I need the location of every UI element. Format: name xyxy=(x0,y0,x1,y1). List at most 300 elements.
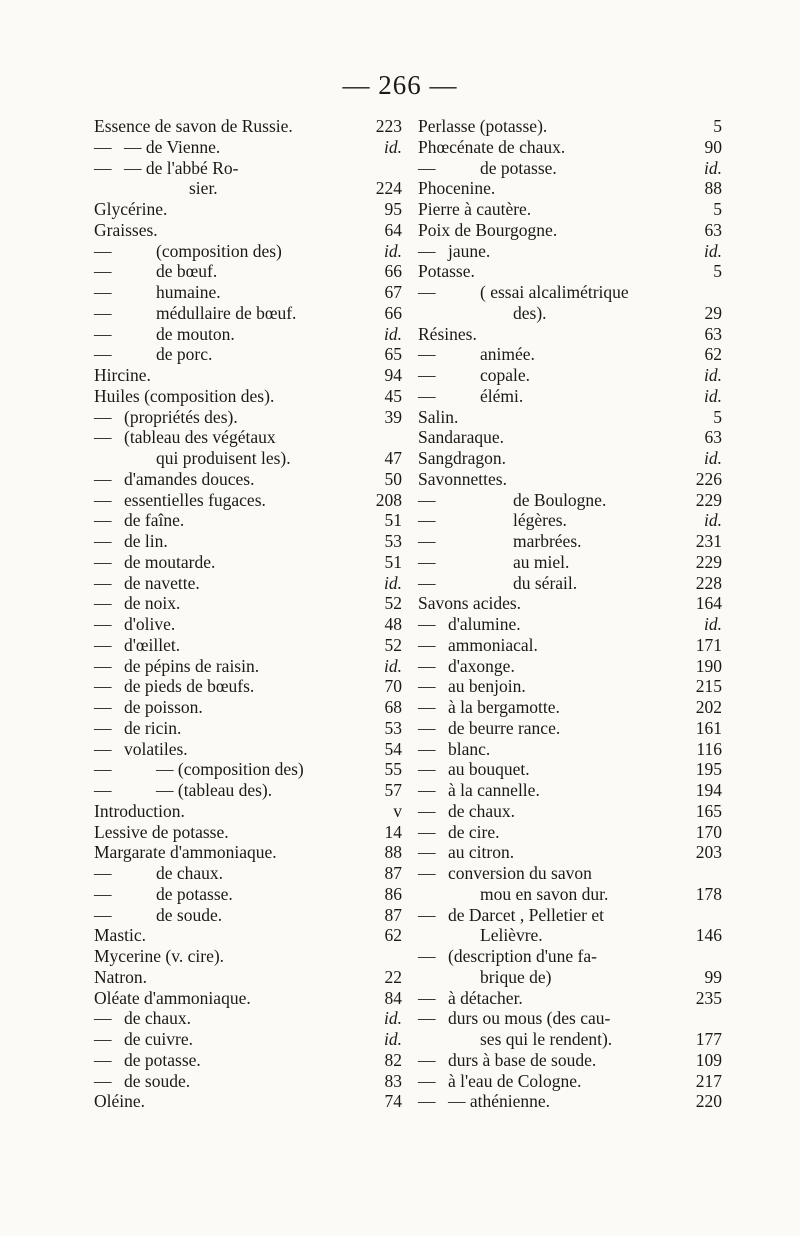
entry-term: de pieds de bœufs. xyxy=(124,676,255,697)
index-entry xyxy=(418,386,722,407)
page-reference: id. xyxy=(704,365,722,385)
index-entry xyxy=(418,842,722,863)
index-entry xyxy=(418,988,722,1009)
ditto-dash: — xyxy=(94,551,112,572)
ditto-dash: — xyxy=(418,904,436,925)
page-reference: id. xyxy=(384,136,402,157)
index-entry xyxy=(94,303,402,324)
entry-term: animée. xyxy=(480,344,535,365)
entry-term: Savonnettes. xyxy=(418,468,507,489)
ditto-dash: — xyxy=(418,738,436,759)
index-entry xyxy=(94,1029,402,1050)
ditto-dash: — xyxy=(94,883,112,904)
index-entry xyxy=(94,469,402,490)
ditto-dash: — xyxy=(418,863,436,883)
index-entry xyxy=(418,1071,722,1092)
entry-term: Graisses. xyxy=(94,219,158,240)
page-reference: 146 xyxy=(695,925,722,946)
page-reference: 90 xyxy=(704,136,722,157)
index-entry xyxy=(94,905,402,926)
entry-term: de faîne. xyxy=(124,510,185,531)
ditto-dash: — xyxy=(94,1029,112,1049)
ditto-dash: — xyxy=(94,489,112,510)
ditto-dash: — xyxy=(418,385,436,406)
index-entry xyxy=(94,199,402,220)
ditto-dash: — xyxy=(94,904,112,925)
ditto-dash: — xyxy=(418,759,436,780)
entry-term: ses qui le rendent). xyxy=(480,1029,613,1049)
entry-term: Glycérine. xyxy=(94,199,168,219)
entry-term: Natron. xyxy=(94,966,147,987)
index-entry xyxy=(94,344,402,365)
page-number: — 266 — xyxy=(342,70,458,100)
index-entry xyxy=(94,490,402,511)
page-reference: 190 xyxy=(695,655,722,676)
entry-term: qui produisent les). xyxy=(156,448,291,468)
ditto-dash: — xyxy=(418,1049,436,1070)
entry-term: essentielles fugaces. xyxy=(124,489,266,510)
page-reference: 39 xyxy=(384,406,402,427)
page-reference: 57 xyxy=(384,780,402,800)
entry-term: Hircine. xyxy=(94,365,151,385)
page-reference: 170 xyxy=(695,821,722,842)
entry-term: — de l'abbé Ro- xyxy=(124,157,239,178)
page-reference: 165 xyxy=(695,800,722,821)
entry-term: (composition des) xyxy=(156,240,282,261)
page-reference: 82 xyxy=(384,1049,402,1070)
index-column-right xyxy=(418,116,722,1112)
index-entry xyxy=(418,178,722,199)
entry-term: blanc. xyxy=(448,738,491,759)
entry-term: de porc. xyxy=(156,344,213,365)
entry-term: Savons acides. xyxy=(418,593,522,614)
index-entry xyxy=(94,676,402,697)
index-entry xyxy=(94,1050,402,1071)
ditto-dash: — xyxy=(94,780,112,800)
page-reference: 50 xyxy=(384,468,402,489)
entry-term: Résines. xyxy=(418,323,477,344)
entry-term: légères. xyxy=(513,510,567,531)
page-reference: 177 xyxy=(695,1029,722,1049)
index-entry xyxy=(94,158,402,179)
index-entry xyxy=(94,718,402,739)
page-reference: 178 xyxy=(695,883,722,904)
index-entry xyxy=(418,427,722,448)
entry-term: de chaux. xyxy=(448,800,516,821)
entry-term: de potasse. xyxy=(156,883,233,904)
index-entry xyxy=(418,282,722,303)
entry-term: d'œillet. xyxy=(124,634,181,655)
index-entry xyxy=(94,697,402,718)
page-reference: 228 xyxy=(695,572,722,593)
page-reference: 86 xyxy=(384,883,402,904)
index-entry xyxy=(94,1008,402,1029)
entry-term: ammoniacal. xyxy=(448,634,538,655)
entry-term: — (tableau des). xyxy=(156,780,273,800)
entry-term: élémi. xyxy=(480,385,524,406)
index-entry xyxy=(418,967,722,988)
ditto-dash: — xyxy=(418,614,436,634)
ditto-dash: — xyxy=(94,759,112,780)
index-entry xyxy=(418,925,722,946)
entry-term: — (composition des) xyxy=(156,759,304,780)
page-reference: id. xyxy=(384,323,402,344)
ditto-dash: — xyxy=(418,1070,436,1091)
entry-term: d'axonge. xyxy=(448,655,515,676)
page-reference: 99 xyxy=(704,966,722,987)
page-reference: 84 xyxy=(384,987,402,1008)
page-reference: 68 xyxy=(384,697,402,717)
index-entry xyxy=(94,427,402,448)
page-reference: 88 xyxy=(384,842,402,863)
ditto-dash: — xyxy=(418,1091,436,1112)
ditto-dash: — xyxy=(94,531,112,551)
entry-term: jaune. xyxy=(448,240,491,261)
index-entry xyxy=(418,697,722,718)
page-reference: 45 xyxy=(384,385,402,406)
page-reference: 5 xyxy=(713,199,722,219)
index-entry xyxy=(418,324,722,345)
ditto-dash: — xyxy=(94,468,112,489)
page-reference: id. xyxy=(704,614,722,634)
page-reference: 55 xyxy=(384,759,402,780)
index-entry xyxy=(418,635,722,656)
page-reference: 14 xyxy=(384,821,402,842)
entry-term: durs ou mous (des cau- xyxy=(448,1008,611,1029)
entry-term: Sandaraque. xyxy=(418,427,505,448)
index-entry xyxy=(94,573,402,594)
entry-term: Sangdragon. xyxy=(418,448,506,468)
index-entry xyxy=(94,635,402,656)
page-reference: 224 xyxy=(375,178,402,199)
page-reference: 70 xyxy=(384,676,402,697)
entry-term: Margarate d'ammoniaque. xyxy=(94,842,277,863)
index-entry xyxy=(94,407,402,428)
index-entry xyxy=(418,407,722,428)
entry-term: de poisson. xyxy=(124,697,203,717)
index-entry xyxy=(418,884,722,905)
page-reference: id. xyxy=(704,157,722,178)
ditto-dash: — xyxy=(418,717,436,738)
entry-term: de pépins de raisin. xyxy=(124,655,260,676)
entry-term: de bœuf. xyxy=(156,261,218,282)
entry-term: Phocenine. xyxy=(418,178,496,199)
ditto-dash: — xyxy=(94,572,112,593)
entry-term: de lin. xyxy=(124,531,168,551)
index-entry xyxy=(94,593,402,614)
index-entry xyxy=(94,137,402,158)
entry-term: Poix de Bourgogne. xyxy=(418,219,558,240)
ditto-dash: — xyxy=(418,987,436,1008)
entry-term: Pierre à cautère. xyxy=(418,199,532,219)
entry-term: — de Vienne. xyxy=(124,136,221,157)
entry-term: de beurre rance. xyxy=(448,717,561,738)
ditto-dash: — xyxy=(94,261,112,282)
entry-term: Lessive de potasse. xyxy=(94,821,229,842)
entry-term: marbrées. xyxy=(513,531,582,551)
index-entry xyxy=(418,510,722,531)
page-reference: 48 xyxy=(384,614,402,634)
index-entry xyxy=(418,656,722,677)
page-reference: 47 xyxy=(384,448,402,468)
index-entry xyxy=(418,863,722,884)
entry-term: de mouton. xyxy=(156,323,235,344)
ditto-dash: — xyxy=(94,717,112,738)
entry-term: Mastic. xyxy=(94,925,147,946)
ditto-dash: — xyxy=(94,593,112,614)
page-reference: 116 xyxy=(696,738,722,759)
entry-term: mou en savon dur. xyxy=(480,883,609,904)
entry-term: à la cannelle. xyxy=(448,780,540,800)
index-entry xyxy=(418,241,722,262)
entry-term: de chaux. xyxy=(156,863,224,883)
ditto-dash: — xyxy=(94,282,112,302)
page-reference: 51 xyxy=(384,551,402,572)
index-entry xyxy=(94,988,402,1009)
page-reference: 65 xyxy=(384,344,402,365)
index-entry xyxy=(418,759,722,780)
page-reference: 208 xyxy=(375,489,402,510)
index-entry xyxy=(418,718,722,739)
index-entry xyxy=(94,614,402,635)
index-entry xyxy=(94,448,402,469)
entry-term: de ricin. xyxy=(124,717,182,738)
index-entry xyxy=(94,241,402,262)
page-reference: 87 xyxy=(384,904,402,925)
page-reference: 164 xyxy=(695,593,722,614)
index-entry xyxy=(94,925,402,946)
ditto-dash: — xyxy=(418,1008,436,1029)
entry-term: d'amandes douces. xyxy=(124,468,255,489)
entry-term: de cire. xyxy=(448,821,500,842)
ditto-dash: — xyxy=(94,738,112,759)
entry-term: de noix. xyxy=(124,593,181,614)
index-entry xyxy=(418,469,722,490)
page-reference: id. xyxy=(704,385,722,406)
entry-term: de potasse. xyxy=(480,157,557,178)
index-entry xyxy=(94,801,402,822)
page-reference: v xyxy=(393,800,402,821)
page-reference: 217 xyxy=(695,1070,722,1091)
page-reference: 194 xyxy=(695,780,722,800)
index-entry xyxy=(94,780,402,801)
index-entry xyxy=(418,1091,722,1112)
index-entry xyxy=(418,365,722,386)
ditto-dash: — xyxy=(94,240,112,261)
ditto-dash: — xyxy=(418,697,436,717)
index-entry xyxy=(94,842,402,863)
index-entry xyxy=(418,573,722,594)
entry-term: de soude. xyxy=(156,904,223,925)
page-reference: 229 xyxy=(695,489,722,510)
index-entry xyxy=(418,552,722,573)
entry-term: au citron. xyxy=(448,842,515,863)
entry-term: de cuivre. xyxy=(124,1029,193,1049)
index-entry xyxy=(418,614,722,635)
page-reference: id. xyxy=(384,572,402,593)
index-entry xyxy=(418,344,722,365)
index-entry xyxy=(94,946,402,967)
entry-term: durs à base de soude. xyxy=(448,1049,597,1070)
index-entry xyxy=(94,116,402,137)
index-entry xyxy=(94,822,402,843)
index-entry xyxy=(418,158,722,179)
entry-term: au benjoin. xyxy=(448,676,526,697)
page-reference: 231 xyxy=(695,531,722,551)
entry-term: de navette. xyxy=(124,572,200,593)
page-reference: 88 xyxy=(704,178,722,199)
ditto-dash: — xyxy=(418,365,436,385)
page-reference: 64 xyxy=(384,219,402,240)
index-entry xyxy=(418,905,722,926)
entry-term: Salin. xyxy=(418,406,459,427)
page-reference: 53 xyxy=(384,717,402,738)
page-reference: 63 xyxy=(704,323,722,344)
page-reference: 22 xyxy=(384,966,402,987)
index-entry xyxy=(418,1029,722,1050)
index-entry xyxy=(94,386,402,407)
page-reference: 161 xyxy=(695,717,722,738)
index-entry xyxy=(94,531,402,552)
index-entry xyxy=(418,199,722,220)
index-entry xyxy=(418,946,722,967)
ditto-dash: — xyxy=(418,551,436,572)
index-entry xyxy=(94,261,402,282)
ditto-dash: — xyxy=(418,842,436,863)
ditto-dash: — xyxy=(94,1070,112,1091)
entry-term: brique de) xyxy=(480,966,552,987)
ditto-dash: — xyxy=(418,282,436,302)
index-entry xyxy=(94,1091,402,1112)
ditto-dash: — xyxy=(94,427,112,448)
page-reference: 226 xyxy=(695,468,722,489)
entry-term: — athénienne. xyxy=(448,1091,551,1112)
entry-term: à détacher. xyxy=(448,987,523,1008)
entry-term: à l'eau de Cologne. xyxy=(448,1070,582,1091)
page-reference: id. xyxy=(704,510,722,531)
ditto-dash: — xyxy=(418,344,436,365)
entry-term: à la bergamotte. xyxy=(448,697,560,717)
entry-term: de moutarde. xyxy=(124,551,216,572)
entry-term: copale. xyxy=(480,365,531,385)
ditto-dash: — xyxy=(94,406,112,427)
page-reference: 220 xyxy=(695,1091,722,1112)
index-entry xyxy=(94,324,402,345)
page-reference: 53 xyxy=(384,531,402,551)
index-entry xyxy=(418,822,722,843)
page-reference: 5 xyxy=(713,261,722,282)
ditto-dash: — xyxy=(94,1008,112,1029)
index-entry xyxy=(94,510,402,531)
page-reference: 202 xyxy=(695,697,722,717)
page-reference: 62 xyxy=(384,925,402,946)
ditto-dash: — xyxy=(94,344,112,365)
index-entry xyxy=(418,137,722,158)
page-reference: 62 xyxy=(704,344,722,365)
entry-term: Mycerine (v. cire). xyxy=(94,946,225,966)
page-reference: id. xyxy=(384,655,402,676)
index-entry xyxy=(94,884,402,905)
index-entry xyxy=(418,261,722,282)
index-entry xyxy=(418,490,722,511)
ditto-dash: — xyxy=(94,697,112,717)
entry-term: du sérail. xyxy=(513,572,578,593)
index-entry xyxy=(418,593,722,614)
page-reference: 94 xyxy=(384,365,402,385)
ditto-dash: — xyxy=(418,676,436,697)
ditto-dash: — xyxy=(418,240,436,261)
page-reference: 52 xyxy=(384,593,402,614)
entry-term: de Boulogne. xyxy=(513,489,607,510)
entry-term: Lelièvre. xyxy=(480,925,543,946)
index-entry xyxy=(94,863,402,884)
index-entry xyxy=(94,759,402,780)
index-entry xyxy=(94,739,402,760)
ditto-dash: — xyxy=(94,323,112,344)
ditto-dash: — xyxy=(94,136,112,157)
entry-term: (tableau des végétaux xyxy=(124,427,276,448)
entry-term: (propriétés des). xyxy=(124,406,238,427)
page-reference: 29 xyxy=(704,302,722,323)
index-entry xyxy=(418,303,722,324)
ditto-dash: — xyxy=(94,510,112,531)
index-entry xyxy=(418,220,722,241)
entry-term: médullaire de bœuf. xyxy=(156,302,297,323)
page-reference: 109 xyxy=(695,1049,722,1070)
index-entry xyxy=(418,1008,722,1029)
entry-term: Huiles (composition des). xyxy=(94,385,275,406)
entry-term: Oléate d'ammoniaque. xyxy=(94,987,251,1008)
ditto-dash: — xyxy=(94,676,112,697)
ditto-dash: — xyxy=(94,157,112,178)
entry-term: sier. xyxy=(189,178,218,199)
entry-term: Essence de savon de Russie. xyxy=(94,116,293,136)
page-reference: 195 xyxy=(695,759,722,780)
entry-term: de chaux. xyxy=(124,1008,192,1029)
index-entry xyxy=(94,967,402,988)
index-entry xyxy=(418,676,722,697)
page-reference: 51 xyxy=(384,510,402,531)
page-reference: 171 xyxy=(695,634,722,655)
page-reference: 229 xyxy=(695,551,722,572)
ditto-dash: — xyxy=(418,634,436,655)
entry-term: au miel. xyxy=(513,551,570,572)
page-reference: 52 xyxy=(384,634,402,655)
entry-term: de soude. xyxy=(124,1070,191,1091)
ditto-dash: — xyxy=(418,531,436,551)
ditto-dash: — xyxy=(418,157,436,178)
entry-term: des). xyxy=(513,302,547,323)
entry-term: Oléine. xyxy=(94,1091,146,1112)
ditto-dash: — xyxy=(418,489,436,510)
index-column-left xyxy=(94,116,402,1112)
page-reference: 66 xyxy=(384,261,402,282)
index-entry xyxy=(418,801,722,822)
entry-term: humaine. xyxy=(156,282,221,302)
entry-term: d'olive. xyxy=(124,614,176,634)
page-reference: 5 xyxy=(713,406,722,427)
page-reference: 5 xyxy=(713,116,722,136)
index-entry xyxy=(94,552,402,573)
entry-term: Phœcénate de chaux. xyxy=(418,136,566,157)
ditto-dash: — xyxy=(418,572,436,593)
page-reference: id. xyxy=(384,240,402,261)
page-reference: 63 xyxy=(704,219,722,240)
page-reference: 74 xyxy=(384,1091,402,1112)
page-reference: 83 xyxy=(384,1070,402,1091)
page-reference: 63 xyxy=(704,427,722,448)
index-entry xyxy=(418,780,722,801)
